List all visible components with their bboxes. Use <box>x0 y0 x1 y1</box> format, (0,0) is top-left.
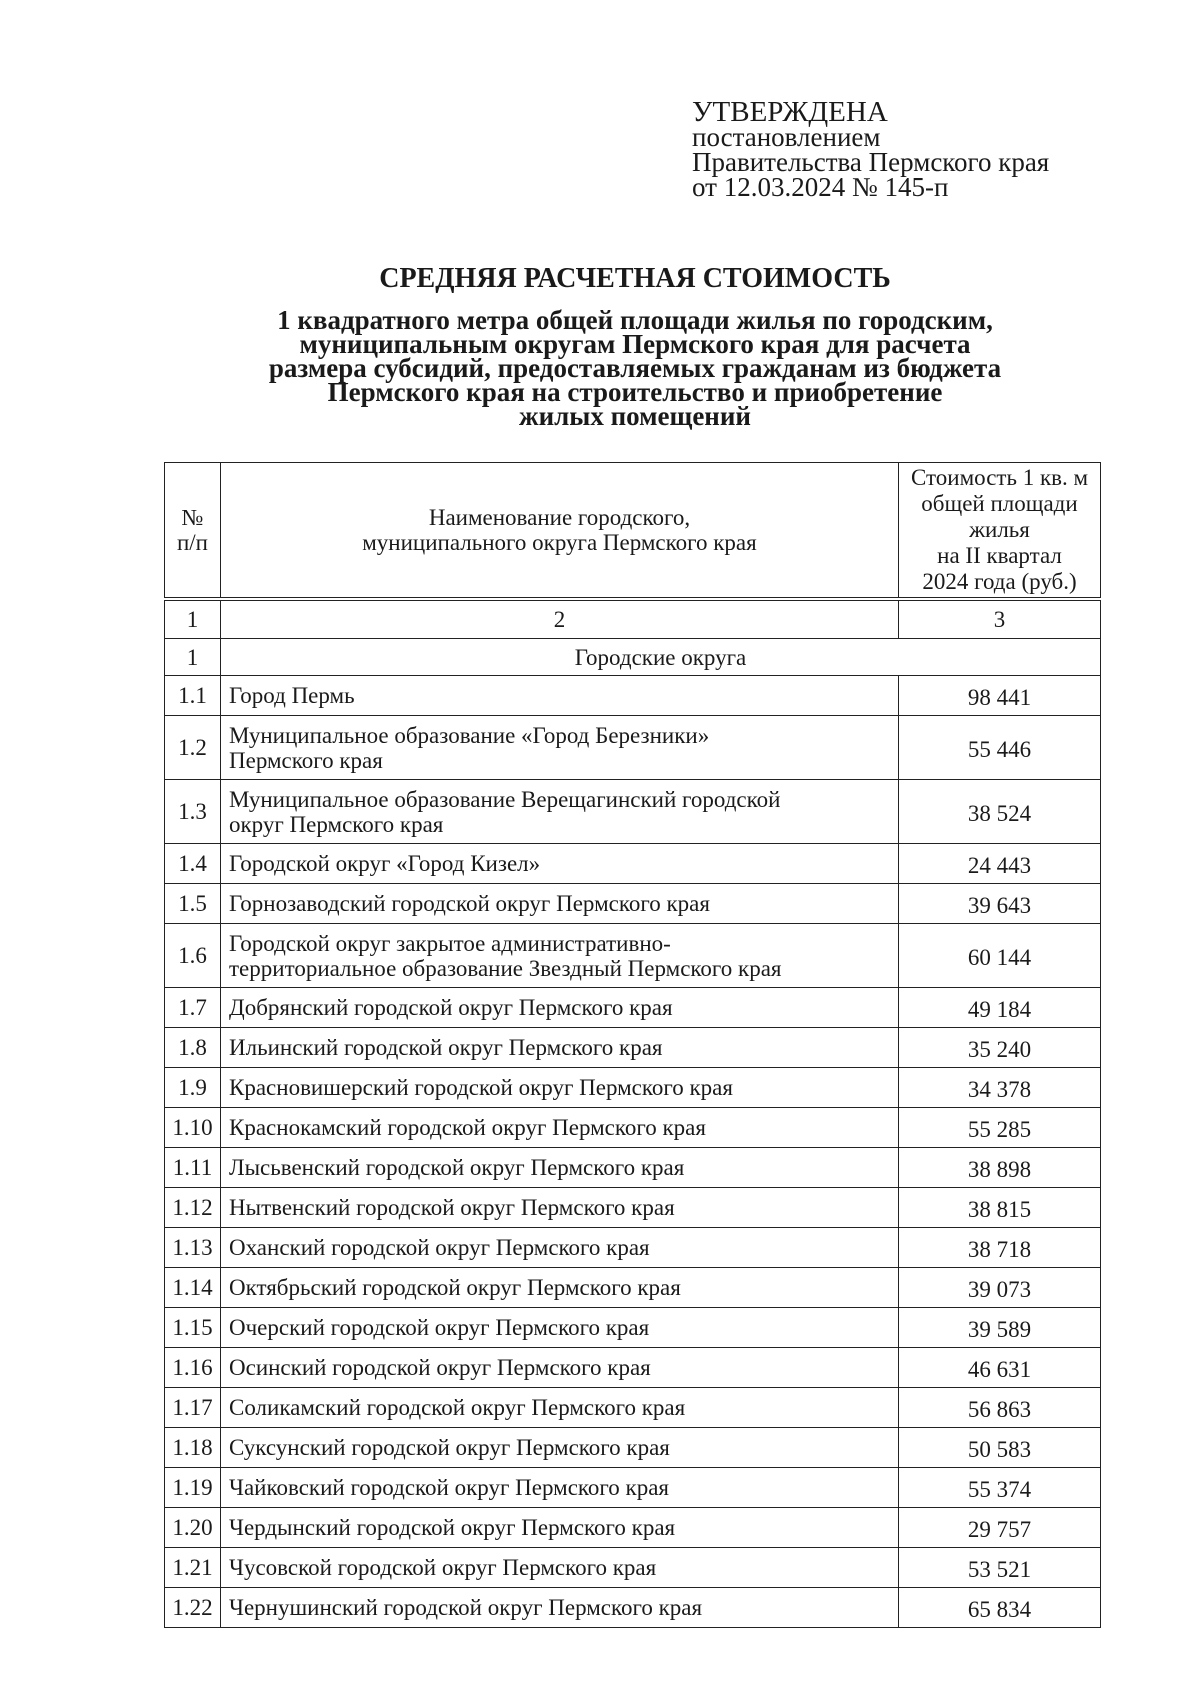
row-number: 1.9 <box>165 1068 221 1108</box>
row-name: Нытвенский городской округ Пермского края <box>221 1188 899 1228</box>
subtitle-line: Пермского края на строительство и приобретение <box>327 377 943 407</box>
row-value: 38 815 <box>899 1188 1101 1228</box>
table-row <box>165 1268 1101 1308</box>
row-value: 55 374 <box>899 1468 1101 1508</box>
subtitle-line: 1 квадратного метра общей площади жилья по городским, <box>277 305 993 335</box>
column-number-row <box>165 599 1101 639</box>
row-name: Лысьвенский городской округ Пермского края <box>221 1148 899 1188</box>
row-value: 46 631 <box>899 1348 1101 1388</box>
row-number: 1.5 <box>165 884 221 924</box>
row-value: 38 898 <box>899 1148 1101 1188</box>
row-number: 1.16 <box>165 1348 221 1388</box>
approval-line: постановлением <box>692 122 881 152</box>
row-number: 1.19 <box>165 1468 221 1508</box>
row-value: 35 240 <box>899 1028 1101 1068</box>
approval-line: Правительства Пермского края <box>692 147 1050 177</box>
section-number: 1 <box>165 639 221 676</box>
row-value: 39 589 <box>899 1308 1101 1348</box>
row-name: Горнозаводский городской округ Пермского края <box>221 884 899 924</box>
table-row <box>165 924 1101 988</box>
table-header-row <box>165 463 1101 600</box>
row-name: Осинский городской округ Пермского края <box>221 1348 899 1388</box>
row-number: 1.13 <box>165 1228 221 1268</box>
row-value: 39 643 <box>899 884 1101 924</box>
row-name: Чердынский городской округ Пермского края <box>221 1508 899 1548</box>
row-name: Добрянский городской округ Пермского края <box>221 988 899 1028</box>
row-number: 1.10 <box>165 1108 221 1148</box>
approval-stamp <box>692 96 1050 202</box>
row-name: Краснокамский городской округ Пермского края <box>221 1108 899 1148</box>
table-row <box>165 1548 1101 1588</box>
row-number: 1.17 <box>165 1388 221 1428</box>
document-subtitle <box>0 305 1200 431</box>
row-number: 1.7 <box>165 988 221 1028</box>
header-number: № п/п <box>165 463 221 600</box>
row-number: 1.14 <box>165 1268 221 1308</box>
row-name: Чусовской городской округ Пермского края <box>221 1548 899 1588</box>
document-title: СРЕДНЯЯ РАСЧЕТНАЯ СТОИМОСТЬ <box>379 263 891 294</box>
table-row <box>165 1588 1101 1628</box>
column-number: 1 <box>165 599 221 639</box>
row-value: 29 757 <box>899 1508 1101 1548</box>
row-value: 55 285 <box>899 1108 1101 1148</box>
row-number: 1.18 <box>165 1428 221 1468</box>
row-name: Октябрьский городской округ Пермского края <box>221 1268 899 1308</box>
row-name: Соликамский городской округ Пермского края <box>221 1388 899 1428</box>
row-value: 39 073 <box>899 1268 1101 1308</box>
row-name: Городской округ закрытое административно- территориальное образование Звездный Пермского края <box>221 924 899 988</box>
row-number: 1.1 <box>165 676 221 716</box>
table-row <box>165 1348 1101 1388</box>
row-value: 38 524 <box>899 780 1101 844</box>
row-value: 65 834 <box>899 1588 1101 1628</box>
table-row <box>165 988 1101 1028</box>
row-name: Красновишерский городской округ Пермского края <box>221 1068 899 1108</box>
table-row <box>165 1148 1101 1188</box>
column-number: 3 <box>899 599 1101 639</box>
row-number: 1.3 <box>165 780 221 844</box>
table-row <box>165 1228 1101 1268</box>
row-value: 24 443 <box>899 844 1101 884</box>
column-number: 2 <box>221 599 899 639</box>
row-number: 1.12 <box>165 1188 221 1228</box>
row-number: 1.22 <box>165 1588 221 1628</box>
row-value: 34 378 <box>899 1068 1101 1108</box>
table-row <box>165 716 1101 780</box>
row-name: Оханский городской округ Пермского края <box>221 1228 899 1268</box>
row-number: 1.21 <box>165 1548 221 1588</box>
approval-date-number: от 12.03.2024 № 145-п <box>692 172 949 202</box>
approval-title: УТВЕРЖДЕНА <box>692 96 888 128</box>
row-value: 38 718 <box>899 1228 1101 1268</box>
header-name: Наименование городского, муниципального округа Пермского края <box>221 463 899 600</box>
table-row <box>165 1028 1101 1068</box>
row-number: 1.8 <box>165 1028 221 1068</box>
table-row <box>165 1388 1101 1428</box>
table-row <box>165 1308 1101 1348</box>
table-row <box>165 1068 1101 1108</box>
row-value: 56 863 <box>899 1388 1101 1428</box>
table-row <box>165 884 1101 924</box>
table-row <box>165 676 1101 716</box>
subtitle-line: жилых помещений <box>519 401 751 431</box>
table-row <box>165 1108 1101 1148</box>
section-row <box>165 639 1101 676</box>
table-row <box>165 1508 1101 1548</box>
table-row <box>165 1428 1101 1468</box>
row-value: 55 446 <box>899 716 1101 780</box>
table-row <box>165 1188 1101 1228</box>
section-name: Городские округа <box>221 639 1101 676</box>
row-number: 1.20 <box>165 1508 221 1548</box>
subtitle-line: муниципальным округам Пермского края для расчета <box>299 329 971 359</box>
row-name: Чайковский городской округ Пермского края <box>221 1468 899 1508</box>
cost-table <box>164 462 1101 1628</box>
row-number: 1.4 <box>165 844 221 884</box>
row-value: 49 184 <box>899 988 1101 1028</box>
row-number: 1.15 <box>165 1308 221 1348</box>
row-value: 53 521 <box>899 1548 1101 1588</box>
row-name: Город Пермь <box>221 676 899 716</box>
subtitle-line: размера субсидий, предоставляемых гражданам из бюджета <box>268 353 1002 383</box>
row-name: Чернушинский городской округ Пермского края <box>221 1588 899 1628</box>
row-name: Ильинский городской округ Пермского края <box>221 1028 899 1068</box>
row-name: Муниципальное образование «Город Березники» Пермского края <box>221 716 899 780</box>
row-name: Городской округ «Город Кизел» <box>221 844 899 884</box>
row-value: 98 441 <box>899 676 1101 716</box>
row-value: 60 144 <box>899 924 1101 988</box>
row-number: 1.11 <box>165 1148 221 1188</box>
row-name: Муниципальное образование Верещагинский городской округ Пермского края <box>221 780 899 844</box>
table-row <box>165 780 1101 844</box>
row-number: 1.2 <box>165 716 221 780</box>
row-number: 1.6 <box>165 924 221 988</box>
row-name: Очерский городской округ Пермского края <box>221 1308 899 1348</box>
row-name: Суксунский городской округ Пермского края <box>221 1428 899 1468</box>
table-row <box>165 844 1101 884</box>
table-row <box>165 1468 1101 1508</box>
header-cost: Стоимость 1 кв. м общей площади жилья на II квартал 2024 года (руб.) <box>899 463 1101 600</box>
row-value: 50 583 <box>899 1428 1101 1468</box>
